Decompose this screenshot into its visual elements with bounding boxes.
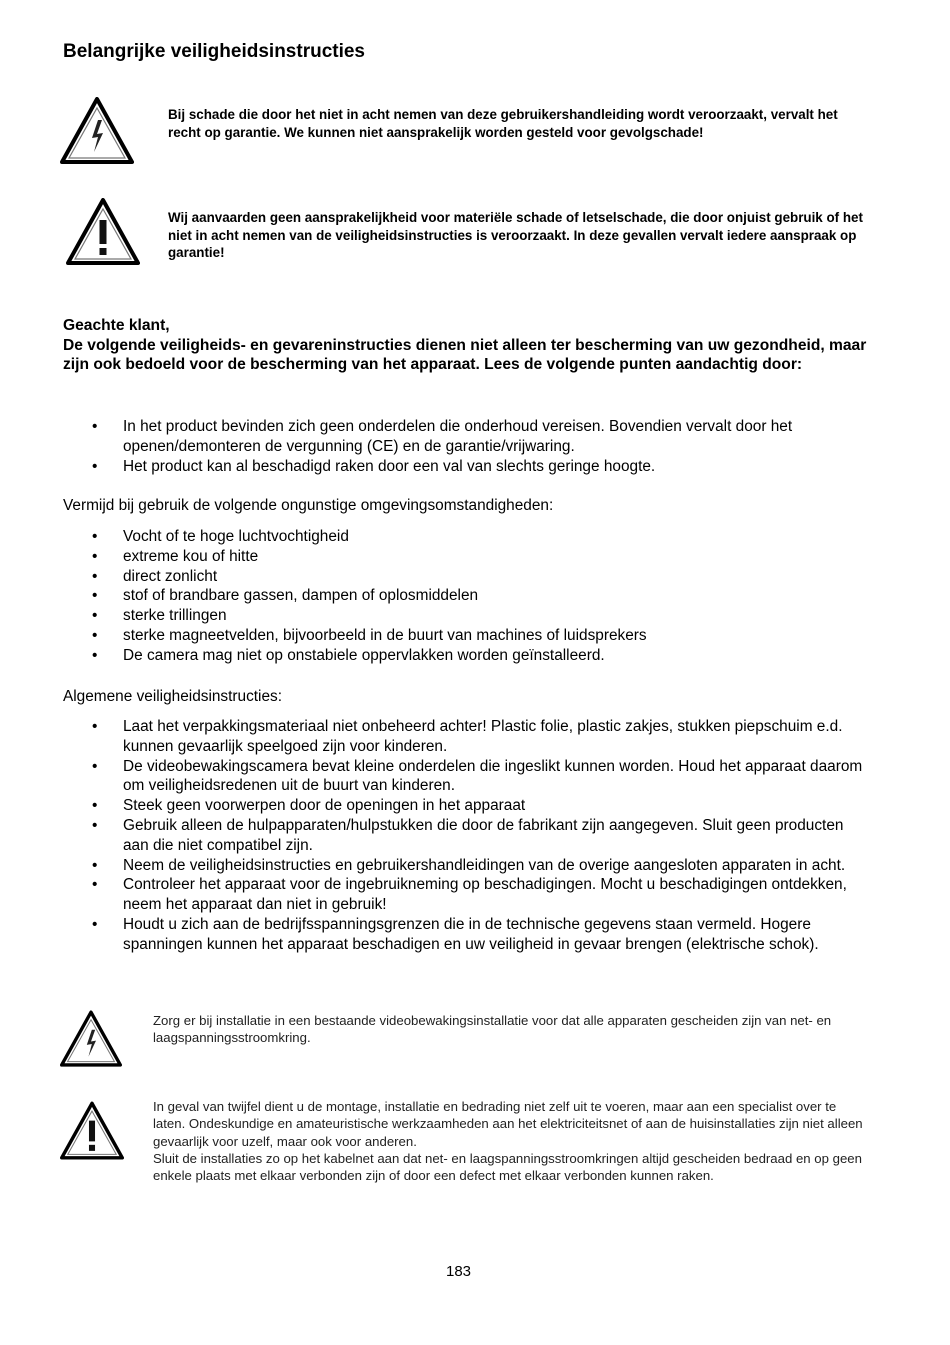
list-item: • sterke trillingen	[92, 607, 227, 625]
intro-section	[63, 316, 883, 375]
page-title: Belangrijke veiligheidsinstructies	[63, 41, 365, 62]
warning-text-specialist-p1: In geval van twijfel dient u de montage, installatie en bedrading niet zelf uit te voeren, maar aan een specialist over te laten. Ondeskundige en amateuristische werkzaamheden aan het elektriciteitsnet of aan de huisinstallaties zijn niet alleen gevaarlijk voor uzelf, maar ook voor anderen.	[153, 1099, 863, 1149]
list-item: • Controleer het apparaat voor de ingebruikneming op beschadigingen. Mocht u beschadigingen ontdekken, neem het apparaat dan niet in gebruik!	[92, 876, 847, 914]
list-item: • sterke magneetvelden, bijvoorbeeld in de buurt van machines of luidsprekers	[92, 626, 647, 644]
list-item: • De camera mag niet op onstabiele oppervlakken worden geïnstalleerd.	[92, 646, 605, 664]
list-item: • extreme kou of hitte	[92, 547, 259, 565]
intro-body: De volgende veiligheids- en gevareninstructies dienen niet alleen ter bescherming van uw gezondheid, maar zijn ook bedoeld voor de bescherming van het apparaat. Lees de volgende punten aandachtig door:	[63, 336, 867, 373]
list-item: • Steek geen voorwerpen door de openingen in het apparaat	[92, 797, 526, 815]
general-heading: Algemene veiligheidsinstructies:	[63, 688, 283, 705]
list-item: • De videobewakingscamera bevat kleine onderdelen die ingeslikt kunnen worden. Houd het apparaat daarom om veiligheidsredenen uit de buurt van kinderen.	[92, 757, 863, 795]
warning-text-warranty: Bij schade die door het niet in acht nemen van deze gebruikershandleiding wordt veroorzaakt, vervalt het recht op garantie. We kunnen niet aansprakelijk worden gesteld voor gevolgschade!	[168, 107, 838, 140]
greeting: Geachte klant,	[63, 317, 170, 334]
product-notes-list	[63, 417, 863, 476]
page-number: 183	[446, 1263, 472, 1280]
high-voltage-icon	[60, 1010, 122, 1068]
list-item: • In het product bevinden zich geen onderdelen die onderhoud vereisen. Bovendien vervalt door het openen/demonteren de vergunning (CE) en de garantie/vrijwaring.	[92, 418, 793, 455]
list-item: • Het product kan al beschadigd raken door een val van slechts geringe hoogte.	[92, 457, 656, 475]
exclamation-warning-icon	[60, 1101, 124, 1161]
high-voltage-icon	[60, 97, 134, 165]
list-item: • Vocht of te hoge luchtvochtigheid	[92, 528, 349, 545]
list-item: • Gebruik alleen de hulpapparaten/hulpstukken die door de fabrikant zijn aangegeven. Sluit geen producten aan die niet compatibel zijn.	[92, 816, 844, 854]
list-item: • Neem de veiligheidsinstructies en gebruikershandleidingen van de overige aangesloten apparaten in acht.	[92, 856, 846, 874]
warning-text-specialist-p2: Sluit de installaties zo op het kabelnet aan dat net- en laagspanningsstroomkringen altijd gescheiden bedraad en op geen enkele plaats met elkaar verbonden zijn of door een defect met elkaar verbonden kunnen raken.	[153, 1150, 862, 1184]
exclamation-warning-icon	[66, 198, 140, 266]
list-item: • direct zonlicht	[92, 567, 218, 585]
warning-text-separate-circuits: Zorg er bij installatie in een bestaande videobewakingsinstallatie voor dat alle apparaten gescheiden zijn van net- en laagspanningsstroomkring.	[153, 1013, 832, 1046]
general-list	[63, 717, 863, 955]
warning-text-liability: Wij aanvaarden geen aansprakelijkheid voor materiële schade of letselschade, die door onjuist gebruik of het niet in acht nemen van de veiligheidsinstructies is veroorzaakt. In deze gevallen vervalt iedere aanspraak op garantie!	[168, 210, 863, 260]
avoid-heading: Vermijd bij gebruik de volgende ongunstige omgevingsomstandigheden:	[63, 497, 554, 514]
warning-text-specialist	[153, 1098, 863, 1184]
avoid-list	[63, 527, 863, 666]
list-item: • stof of brandbare gassen, dampen of oplosmiddelen	[92, 587, 479, 605]
list-item: • Houdt u zich aan de bedrijfsspanningsgrenzen die in de technische gegevens staan vermeld. Hogere spanningen kunnen het apparaat beschadigen en uw veiligheid in gevaar brengen (elektrische schok).	[92, 915, 819, 953]
list-item: • Laat het verpakkingsmateriaal niet onbeheerd achter! Plastic folie, plastic zakjes, stukken piepschuim e.d. kunnen gevaarlijk speelgoed zijn voor kinderen.	[92, 718, 843, 755]
